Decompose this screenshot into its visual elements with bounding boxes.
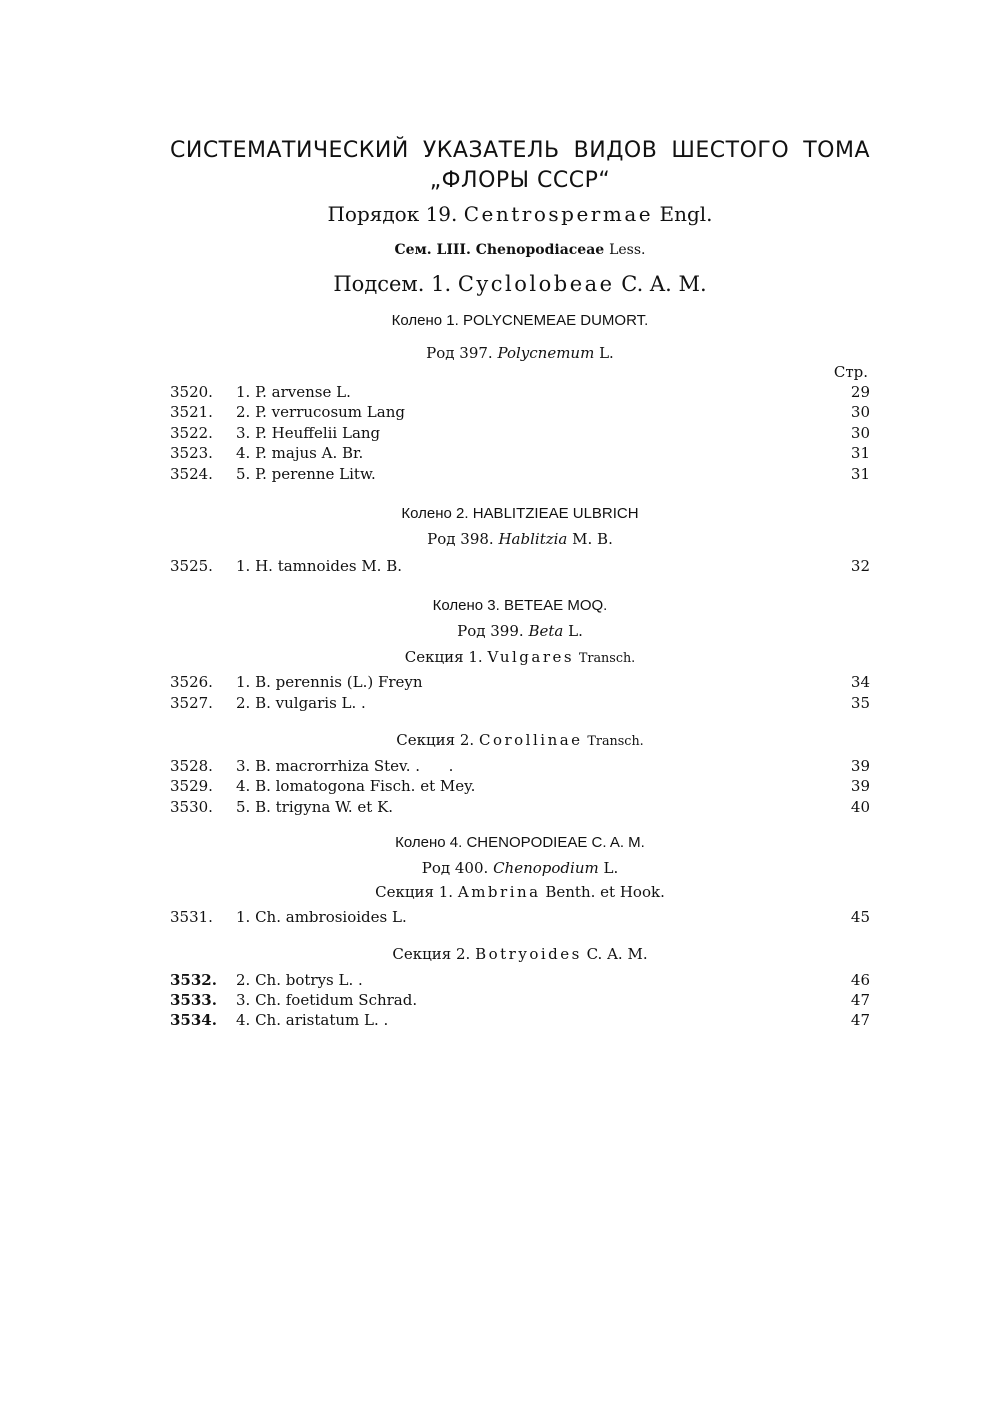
species-row <box>170 776 870 796</box>
genus-name: Hablitzia <box>498 530 568 548</box>
species-name: 1. Ch. ambrosioides L. <box>236 908 407 926</box>
species-name: 1. B. perennis (L.) Freyn <box>236 673 423 691</box>
section-prefix: Секция 2. <box>396 731 475 749</box>
document-title <box>170 136 870 196</box>
species-row <box>170 402 870 422</box>
species-number: 3528. <box>170 757 213 775</box>
species-row <box>170 990 870 1010</box>
species-row <box>170 443 870 463</box>
section-prefix: Секция 1. <box>375 883 454 901</box>
species-page: 46 <box>850 971 870 989</box>
species-number: 3533. <box>170 991 217 1009</box>
section-heading <box>170 883 870 901</box>
species-row <box>170 556 870 576</box>
species-row <box>170 1010 870 1030</box>
order-heading <box>170 202 870 226</box>
species-page: 39 <box>850 757 870 775</box>
species-page: 40 <box>850 798 870 816</box>
subfamily-author: C. A. M. <box>621 272 707 296</box>
species-name: 2. P. verrucosum Lang <box>236 403 405 421</box>
genus-prefix: Род 400. <box>421 859 489 877</box>
species-name: 1. H. tamnoides M. B. <box>236 557 403 575</box>
species-number: 3526. <box>170 673 213 691</box>
genus-author: L. <box>603 859 619 877</box>
subfamily-name: Cyclolobeae <box>457 272 615 296</box>
species-row <box>170 693 870 713</box>
species-page: 30 <box>850 424 870 442</box>
species-row <box>170 797 870 817</box>
order-author: Engl. <box>659 202 713 226</box>
species-page: 39 <box>850 777 870 795</box>
species-name: 5. P. perenne Litw. <box>236 465 376 483</box>
species-page: 35 <box>850 694 870 712</box>
species-number: 3530. <box>170 798 213 816</box>
species-row <box>170 907 870 927</box>
genus-author: L. <box>599 344 614 362</box>
family-heading <box>170 242 870 258</box>
subfamily-heading <box>170 272 870 296</box>
genus-name: Beta <box>528 622 564 640</box>
species-row <box>170 970 870 990</box>
section-name: Ambrina <box>457 883 541 901</box>
genus-author: M. B. <box>572 530 613 548</box>
species-number: 3531. <box>170 908 213 926</box>
species-row <box>170 756 870 776</box>
species-row <box>170 672 870 692</box>
title-line-1: СИСТЕМАТИЧЕСКИЙ УКАЗАТЕЛЬ ВИДОВ ШЕСТОГО ТОМА <box>170 138 870 163</box>
species-name: 3. Ch. foetidum Schrad. <box>236 991 418 1009</box>
genus-prefix: Род 399. <box>457 622 524 640</box>
species-number: 3534. <box>170 1011 217 1029</box>
species-page: 30 <box>850 403 870 421</box>
genus-prefix: Род 397. <box>426 344 493 362</box>
genus-heading <box>170 344 870 362</box>
species-number: 3522. <box>170 424 213 442</box>
genus-name: Chenopodium <box>493 859 599 877</box>
species-name: 2. Ch. botrys L. . <box>236 971 363 989</box>
species-number: 3525. <box>170 557 213 575</box>
species-page: 47 <box>850 991 870 1009</box>
species-number: 3523. <box>170 444 213 462</box>
section-heading <box>170 648 870 666</box>
section-author: Transch. <box>587 734 644 749</box>
species-name: 4. P. majus A. Br. <box>236 444 364 462</box>
order-prefix: Порядок 19. <box>327 202 458 226</box>
section-author: Transch. <box>578 651 636 666</box>
species-number: 3524. <box>170 465 213 483</box>
section-prefix: Секция 2. <box>392 945 471 963</box>
genus-heading <box>170 859 870 877</box>
order-name: Centrospermae <box>463 202 654 226</box>
species-name: 1. P. arvense L. <box>236 383 351 401</box>
genus-name: Polycnemum <box>497 344 595 362</box>
species-page: 29 <box>850 383 870 401</box>
species-name: 3. B. macrorrhiza Stev. . . <box>236 757 454 775</box>
species-row <box>170 464 870 484</box>
species-page: 31 <box>850 465 870 483</box>
species-row <box>170 382 870 402</box>
genus-author: L. <box>568 622 583 640</box>
family-author: Less. <box>609 242 646 258</box>
section-author: C. A. M. <box>586 945 648 963</box>
genus-prefix: Род 398. <box>427 530 494 548</box>
tribe-heading: Колено 1. POLYCNEMEAE DUMORT. <box>391 312 649 329</box>
page-column-label: Стр. <box>833 363 868 381</box>
section-name: Botryoides <box>475 945 582 963</box>
species-number: 3529. <box>170 777 213 795</box>
genus-heading <box>170 622 870 640</box>
subfamily-prefix: Подсем. 1. <box>333 272 452 296</box>
genus-heading <box>170 530 870 548</box>
species-page: 45 <box>850 908 870 926</box>
species-name: 4. Ch. aristatum L. . <box>236 1011 389 1029</box>
section-name: Corollinae <box>478 731 583 749</box>
section-name: Vulgares <box>487 648 575 666</box>
species-page: 34 <box>850 673 870 691</box>
species-row <box>170 423 870 443</box>
section-heading <box>170 731 870 749</box>
species-page: 32 <box>850 557 870 575</box>
tribe-heading: Колено 3. BETEAE MOQ. <box>432 597 608 614</box>
section-author: Benth. et Hook. <box>545 883 665 901</box>
species-number: 3521. <box>170 403 213 421</box>
species-number: 3520. <box>170 383 213 401</box>
species-name: 2. B. vulgaris L. . <box>236 694 366 712</box>
family-prefix: Сем. LIII. Chenopodiaceae <box>394 242 605 258</box>
species-number: 3532. <box>170 971 217 989</box>
section-prefix: Секция 1. <box>404 648 483 666</box>
tribe-heading: Колено 2. HABLITZIEAE ULBRICH <box>401 505 639 522</box>
species-page: 47 <box>850 1011 870 1029</box>
tribe-heading: Колено 4. CHENOPODIEAE C. A. M. <box>395 834 645 851</box>
species-name: 3. P. Heuffelii Lang <box>236 424 381 442</box>
species-number: 3527. <box>170 694 213 712</box>
species-page: 31 <box>850 444 870 462</box>
species-name: 5. B. trigyna W. et K. <box>236 798 394 816</box>
title-line-2: „ФЛОРЫ СССР“ <box>429 168 611 193</box>
species-name: 4. B. lomatogona Fisch. et Mey. <box>236 777 476 795</box>
section-heading <box>170 945 870 963</box>
